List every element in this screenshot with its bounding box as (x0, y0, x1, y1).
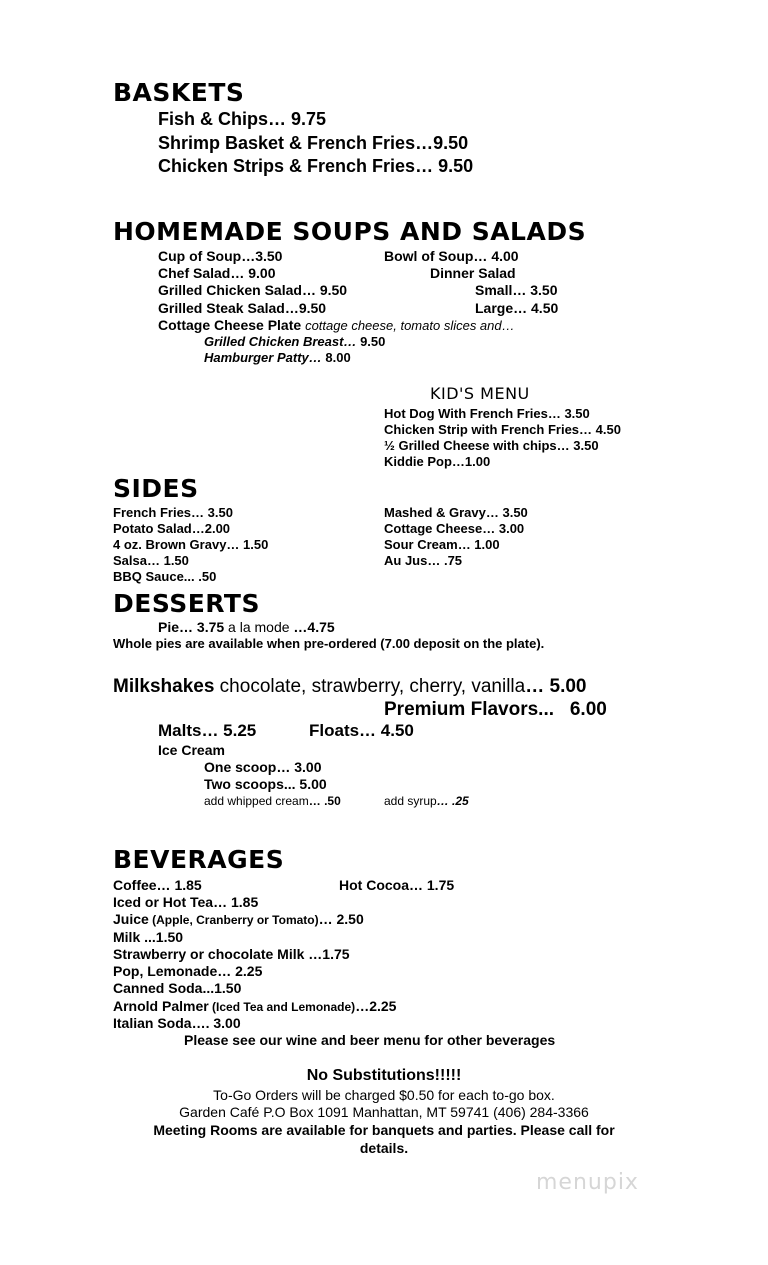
bev-flavored-milk: Strawberry or chocolate Milk …1.75 (113, 946, 350, 962)
milkshakes-label: Milkshakes (113, 676, 215, 697)
cottage-plate-label: Cottage Cheese Plate (158, 317, 302, 333)
cottage-option-hamburger (204, 350, 351, 365)
no-substitutions: No Substitutions!!!!! (306, 1067, 462, 1084)
whipped-price: … .50 (308, 794, 341, 808)
basket-item-chicken: Chicken Strips & French Fries… 9.50 (158, 156, 474, 176)
dinner-salad: Dinner Salad (430, 265, 516, 281)
baskets-heading: BASKETS (113, 78, 245, 107)
bev-tea: Iced or Hot Tea… 1.85 (113, 894, 259, 910)
bev-milk: Milk ...1.50 (113, 929, 184, 945)
bev-coffee: Coffee… 1.85 (113, 877, 202, 893)
juice-label: Juice (113, 911, 149, 927)
milkshakes (113, 676, 586, 698)
meeting-rooms-line-1: Meeting Rooms are available for banquets and parties. Please call for (153, 1122, 615, 1138)
arnold-label: Arnold Palmer (113, 998, 209, 1014)
kids-item-grilled-cheese: ½ Grilled Cheese with chips… 3.50 (384, 438, 599, 453)
pie (158, 619, 335, 635)
malts: Malts… 5.25 (158, 721, 257, 740)
cottage-plate-desc: cottage cheese, tomato slices and… (305, 318, 515, 333)
side-french-fries: French Fries… 3.50 (113, 505, 233, 520)
to-go-note: To-Go Orders will be charged $0.50 for each to-go box. (213, 1087, 555, 1103)
kids-item-hotdog: Hot Dog With French Fries… 3.50 (384, 406, 590, 421)
syrup-price: … .25 (436, 794, 469, 808)
dinner-salad-large: Large… 4.50 (475, 300, 559, 316)
side-mashed-gravy: Mashed & Gravy… 3.50 (384, 505, 528, 520)
juice-price: … 2.50 (318, 911, 364, 927)
dinner-salad-small: Small… 3.50 (475, 282, 558, 298)
bev-canned-soda: Canned Soda...1.50 (113, 980, 242, 996)
pie-mode: a la mode (224, 619, 294, 635)
pie-mode-price: …4.75 (293, 619, 335, 635)
side-sour-cream: Sour Cream… 1.00 (384, 537, 500, 552)
milkshakes-flavors: chocolate, strawberry, cherry, vanilla (214, 676, 526, 697)
arnold-price: …2.25 (355, 998, 397, 1014)
soups-heading: HOMEMADE SOUPS AND SALADS (113, 217, 587, 246)
side-bbq-sauce: BBQ Sauce... .50 (113, 569, 217, 584)
wine-beer-note: Please see our wine and beer menu for other beverages (184, 1032, 556, 1048)
cup-of-soup: Cup of Soup…3.50 (158, 248, 283, 264)
option-hamburger-name: Hamburger Patty… (204, 350, 322, 365)
meeting-rooms-line-2: details. (359, 1140, 409, 1156)
whipped-label: add whipped cream (204, 794, 309, 808)
option-chicken-name: Grilled Chicken Breast… (204, 334, 357, 349)
ice-cream-label: Ice Cream (158, 742, 225, 758)
basket-item-fish: Fish & Chips… 9.75 (158, 109, 327, 129)
address-line: Garden Café P.O Box 1091 Manhattan, MT 59741 (406) 284-3366 (179, 1104, 589, 1120)
cottage-option-chicken (204, 334, 385, 349)
grilled-steak-salad: Grilled Steak Salad…9.50 (158, 300, 327, 316)
bev-italian-soda: Italian Soda…. 3.00 (113, 1015, 241, 1031)
pie-label: Pie… 3.75 (158, 619, 225, 635)
add-syrup (384, 794, 469, 808)
grilled-chicken-salad: Grilled Chicken Salad… 9.50 (158, 282, 348, 298)
arnold-note: (Iced Tea and Lemonade) (208, 1000, 356, 1014)
whole-pies-note: Whole pies are available when pre-ordered (7.00 deposit on the plate). (113, 636, 545, 651)
side-salsa: Salsa… 1.50 (113, 553, 189, 568)
kids-item-kiddie-pop: Kiddie Pop…1.00 (384, 454, 491, 469)
ice-cream-two-scoops: Two scoops... 5.00 (204, 776, 327, 792)
option-hamburger-price: 8.00 (325, 350, 351, 365)
bev-arnold-palmer (113, 998, 396, 1014)
syrup-label: add syrup (384, 794, 437, 808)
side-au-jus: Au Jus… .75 (384, 553, 463, 568)
side-cottage-cheese: Cottage Cheese… 3.00 (384, 521, 525, 536)
side-brown-gravy: 4 oz. Brown Gravy… 1.50 (113, 537, 269, 552)
cottage-cheese-plate (158, 317, 515, 333)
sides-heading: SIDES (113, 474, 199, 503)
option-chicken-price: 9.50 (360, 334, 386, 349)
menupix-watermark: menupix (536, 1170, 639, 1195)
bev-pop-lemonade: Pop, Lemonade… 2.25 (113, 963, 263, 979)
milkshakes-price: … 5.00 (525, 676, 587, 697)
bowl-of-soup: Bowl of Soup… 4.00 (384, 248, 519, 264)
ice-cream-one-scoop: One scoop… 3.00 (204, 759, 322, 775)
chef-salad: Chef Salad… 9.00 (158, 265, 276, 281)
bev-juice (113, 911, 364, 927)
beverages-heading: BEVERAGES (113, 845, 285, 874)
juice-note: (Apple, Cranberry or Tomato) (148, 913, 319, 927)
basket-item-shrimp: Shrimp Basket & French Fries…9.50 (158, 133, 469, 153)
premium-flavors: Premium Flavors... 6.00 (384, 699, 607, 720)
side-potato-salad: Potato Salad…2.00 (113, 521, 231, 536)
kids-item-chicken-strip: Chicken Strip with French Fries… 4.50 (384, 422, 621, 437)
desserts-heading: DESSERTS (113, 589, 260, 618)
add-whipped-cream (204, 794, 341, 808)
floats: Floats… 4.50 (309, 721, 414, 740)
bev-hot-cocoa: Hot Cocoa… 1.75 (339, 877, 455, 893)
kids-menu-heading: KID'S MENU (430, 384, 530, 403)
